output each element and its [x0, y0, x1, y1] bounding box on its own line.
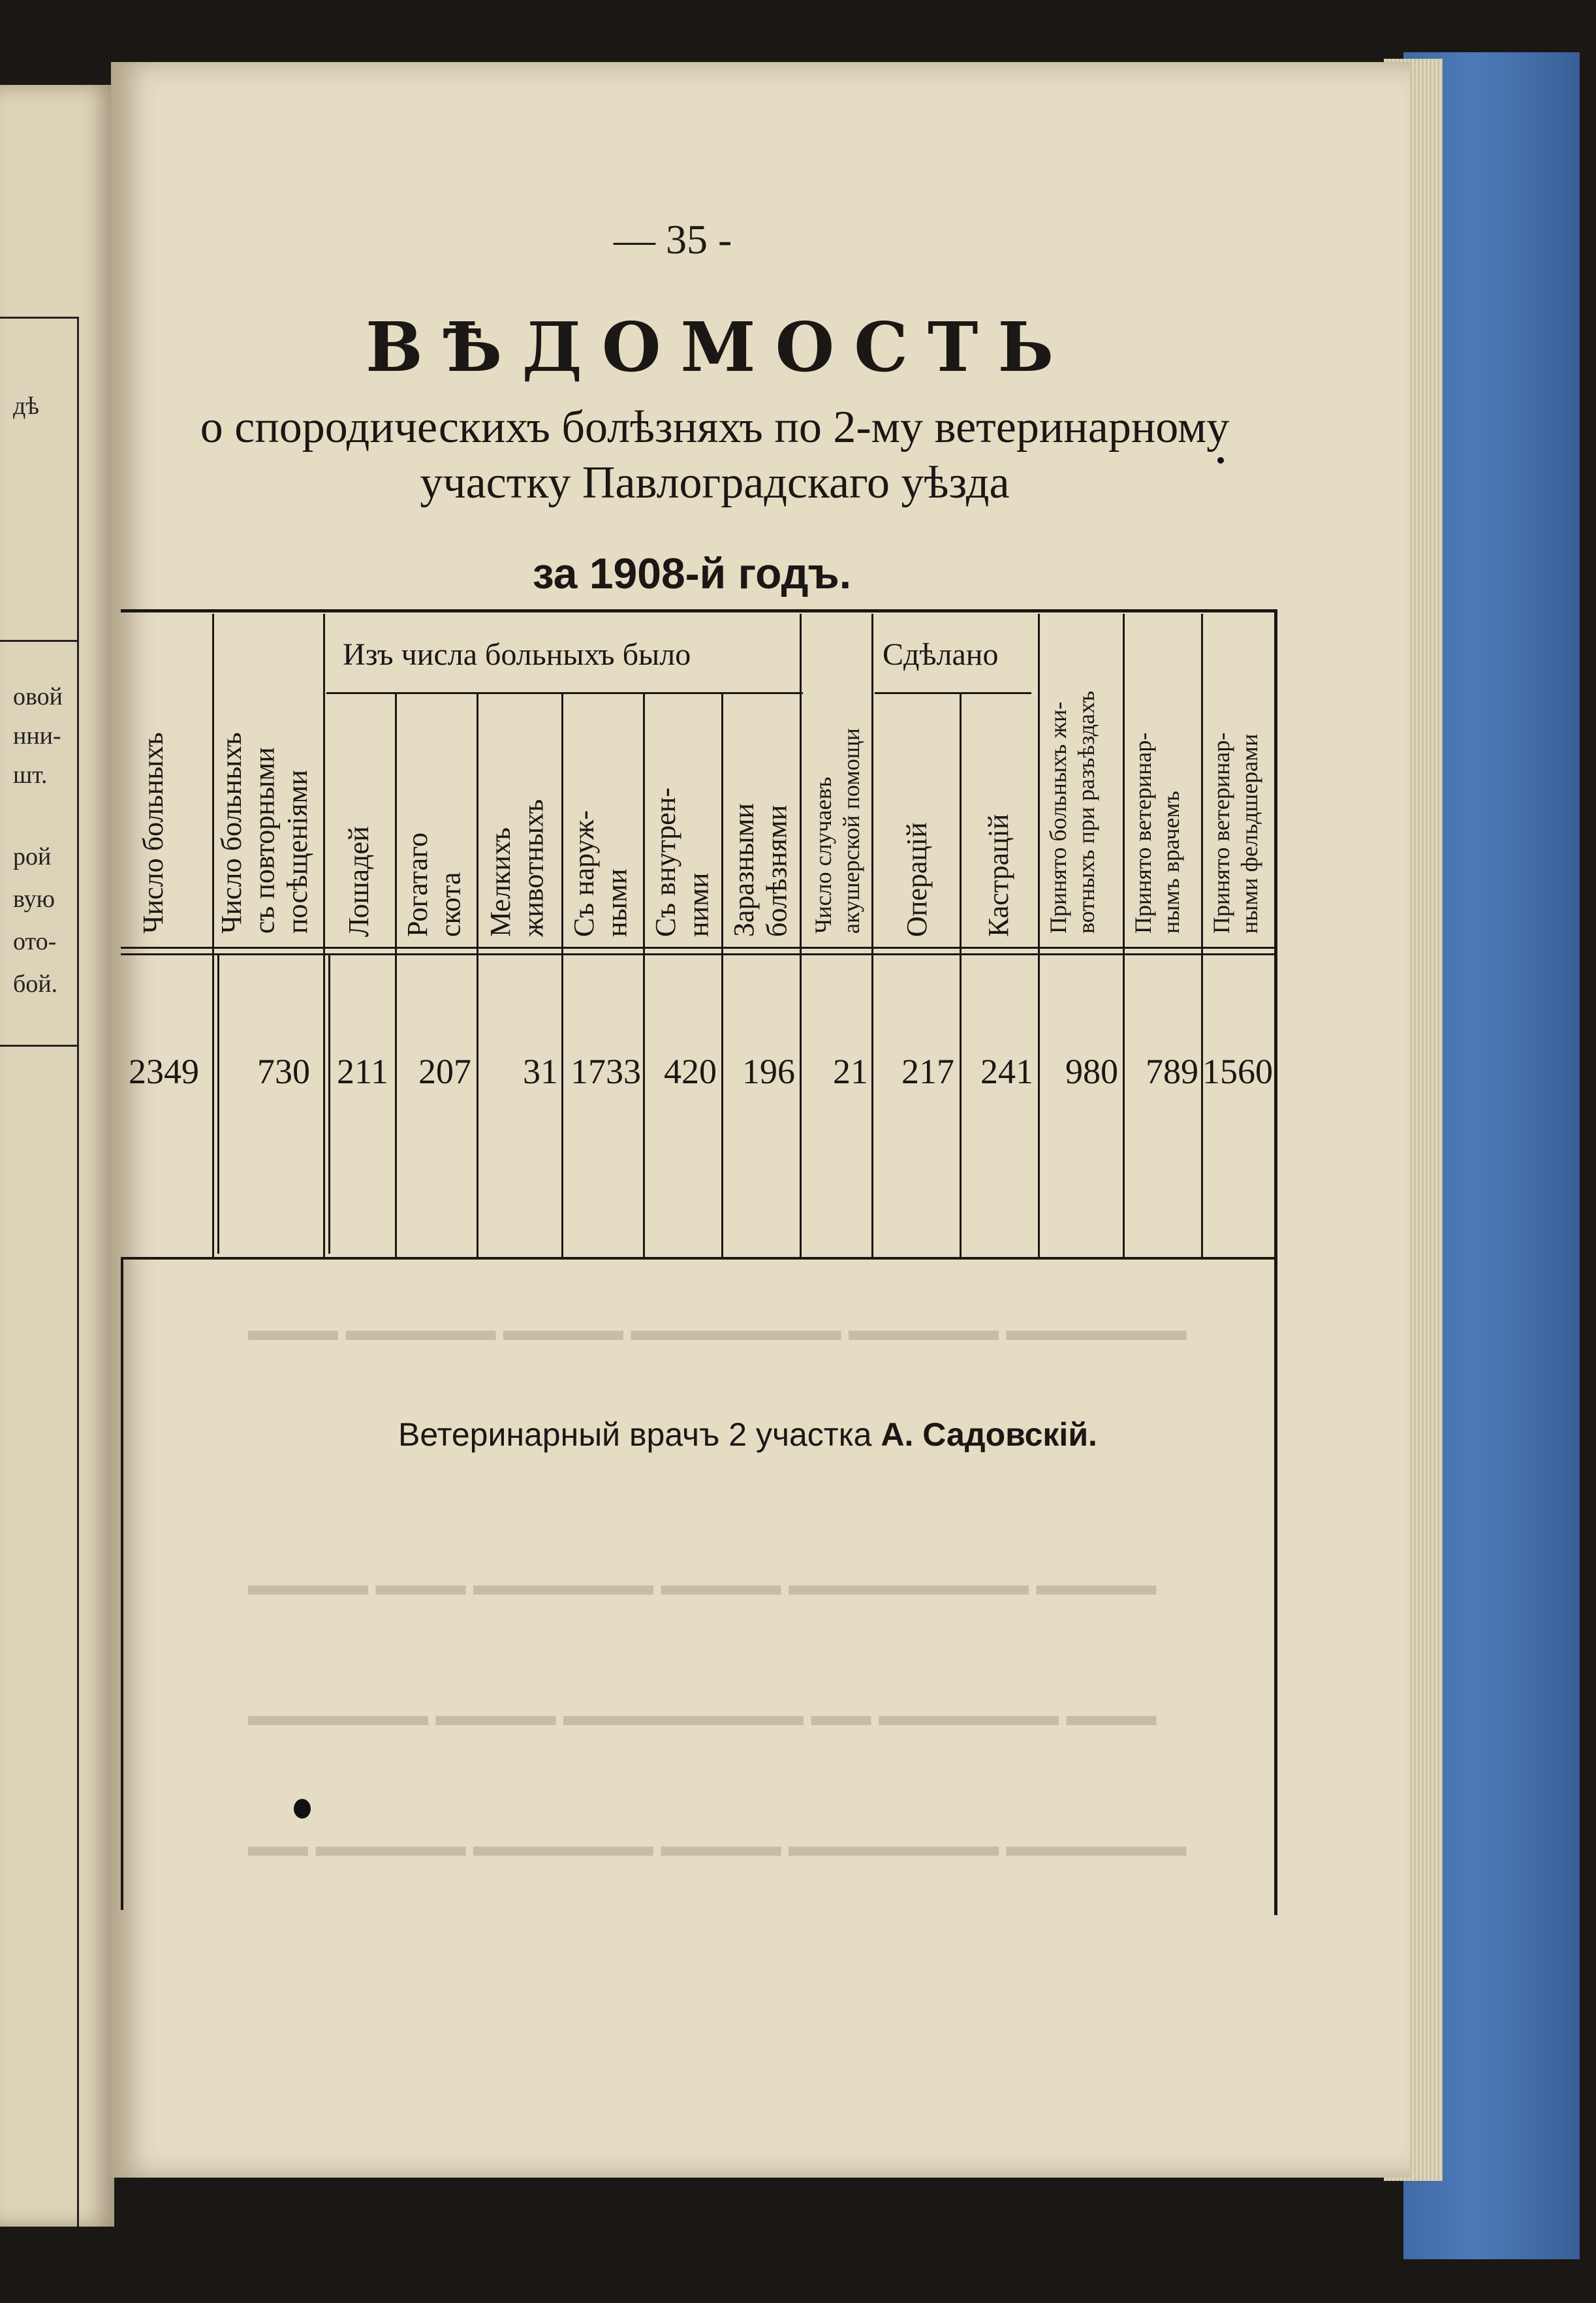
table-cell: 217 [901, 1052, 954, 1091]
left-page-fragment: рой [13, 843, 52, 870]
table-cell: 1733 [571, 1052, 641, 1091]
table-header-rule [121, 947, 1276, 949]
left-page-fragment: вую [13, 885, 55, 913]
signature-line [398, 1416, 1181, 1453]
column-header: Операцій [901, 822, 933, 937]
table-cell: 789 [1146, 1052, 1198, 1091]
signature-role: Ветеринарный врачъ 2 участка [398, 1416, 872, 1453]
column-header: Число больныхъ съ повторными посѣщеніями [215, 732, 314, 934]
group-header-from-sick: Изъ числа больныхъ было [343, 637, 691, 672]
left-page-fragment: нни- [13, 722, 61, 750]
column-separator [1123, 614, 1125, 1257]
column-separator [395, 693, 397, 1257]
column-separator [217, 953, 219, 1254]
left-page-fragment: овой [13, 683, 63, 710]
left-page-rule [0, 317, 78, 319]
table-cell: 31 [523, 1052, 558, 1091]
document-subtitle: участку Павлоградскаго уѣзда [420, 458, 1010, 508]
table-cell: 241 [980, 1052, 1033, 1091]
left-page-fragment: ото- [13, 928, 57, 955]
column-separator [477, 693, 478, 1257]
group-header-done: Сдѣлано [883, 637, 999, 672]
column-separator [871, 614, 873, 1257]
group-header-rule [326, 692, 803, 694]
column-header: Съ наруж- ными [568, 810, 633, 937]
table-cell: 730 [257, 1052, 310, 1091]
column-separator [721, 693, 723, 1257]
table-cell: 980 [1065, 1052, 1118, 1091]
left-page-rule [0, 640, 78, 642]
column-header: Рогатаго скота [401, 832, 467, 937]
table-cell: 420 [664, 1052, 717, 1091]
column-header: Число случаевъ акушерской помощи [810, 728, 865, 934]
bleed-through-text: ▬▬▬▬▬▬ ▬▬▬▬ ▬▬▬▬▬▬▬▬ ▬▬ ▬▬▬▬▬▬ ▬▬▬ [248, 1698, 1157, 1732]
column-header: Принято ветеринар- нымъ врачемъ [1130, 732, 1185, 934]
column-separator [1201, 614, 1203, 1257]
column-separator [1038, 614, 1040, 1257]
document-subtitle: о спородическихъ болѣзняхъ по 2-му ветеринарному [200, 402, 1230, 453]
table-cell: 207 [418, 1052, 471, 1091]
table-top-rule [121, 609, 1276, 612]
report-year: за 1908-й годъ. [532, 549, 852, 597]
table-cell: 2349 [129, 1052, 199, 1091]
column-header: Кастрацій [982, 814, 1014, 937]
column-separator [960, 693, 962, 1257]
column-separator [561, 693, 563, 1257]
bleed-through-text: ▬▬▬ ▬▬▬▬▬ ▬▬▬▬ ▬▬▬▬▬▬▬ ▬▬▬▬▬ ▬▬▬▬▬▬ [248, 1313, 1187, 1346]
column-header: Съ внутрен- ними [649, 787, 715, 937]
bleed-through-text: ▬▬ ▬▬▬▬▬ ▬▬▬▬▬▬ ▬▬▬▬ ▬▬▬▬▬▬▬ ▬▬▬▬▬▬ [248, 1829, 1187, 1862]
table-right-rule [1274, 609, 1277, 1915]
left-page-fragment: шт. [13, 761, 48, 789]
bleed-through-text: ▬▬▬▬ ▬▬▬ ▬▬▬▬▬▬ ▬▬▬▬ ▬▬▬▬▬▬▬▬ ▬▬▬▬ [248, 1568, 1157, 1601]
ink-spot [294, 1799, 311, 1819]
left-page-fragment: дѣ [13, 392, 39, 420]
left-page-vrule [77, 317, 79, 2227]
column-separator [800, 614, 802, 1257]
signature-name: А. Садовскій. [881, 1416, 1097, 1453]
column-header: Лошадей [343, 826, 375, 937]
document-title: ВѢДОМОСТЬ [366, 307, 1074, 387]
column-separator [212, 614, 214, 1257]
column-header: Число больныхъ [137, 732, 169, 934]
table-cell: 211 [337, 1052, 388, 1091]
table-cell: 1560 [1202, 1052, 1273, 1091]
column-header: Принято больныхъ жи- вотныхъ при разъѣздахъ [1045, 690, 1100, 934]
table-cell: 21 [833, 1052, 868, 1091]
column-separator [323, 614, 325, 1257]
column-header: Принято ветеринар- ными фельдшерами [1208, 732, 1263, 934]
column-header: Мелкихъ животныхъ [484, 799, 550, 937]
left-page-fragment: бой. [13, 970, 58, 998]
column-separator [643, 693, 645, 1257]
table-header-rule [121, 953, 1276, 955]
left-page-rule [0, 1045, 78, 1047]
table-bottom-rule [121, 1257, 1276, 1260]
page-number: — 35 - [614, 216, 732, 262]
column-separator [328, 953, 330, 1254]
column-header: Заразными болѣзнями [728, 803, 793, 937]
ink-spot [1217, 457, 1224, 464]
left-page [0, 85, 114, 2227]
group-header-rule [875, 692, 1031, 694]
table-cell: 196 [742, 1052, 795, 1091]
page-left-rule [121, 1257, 123, 1910]
